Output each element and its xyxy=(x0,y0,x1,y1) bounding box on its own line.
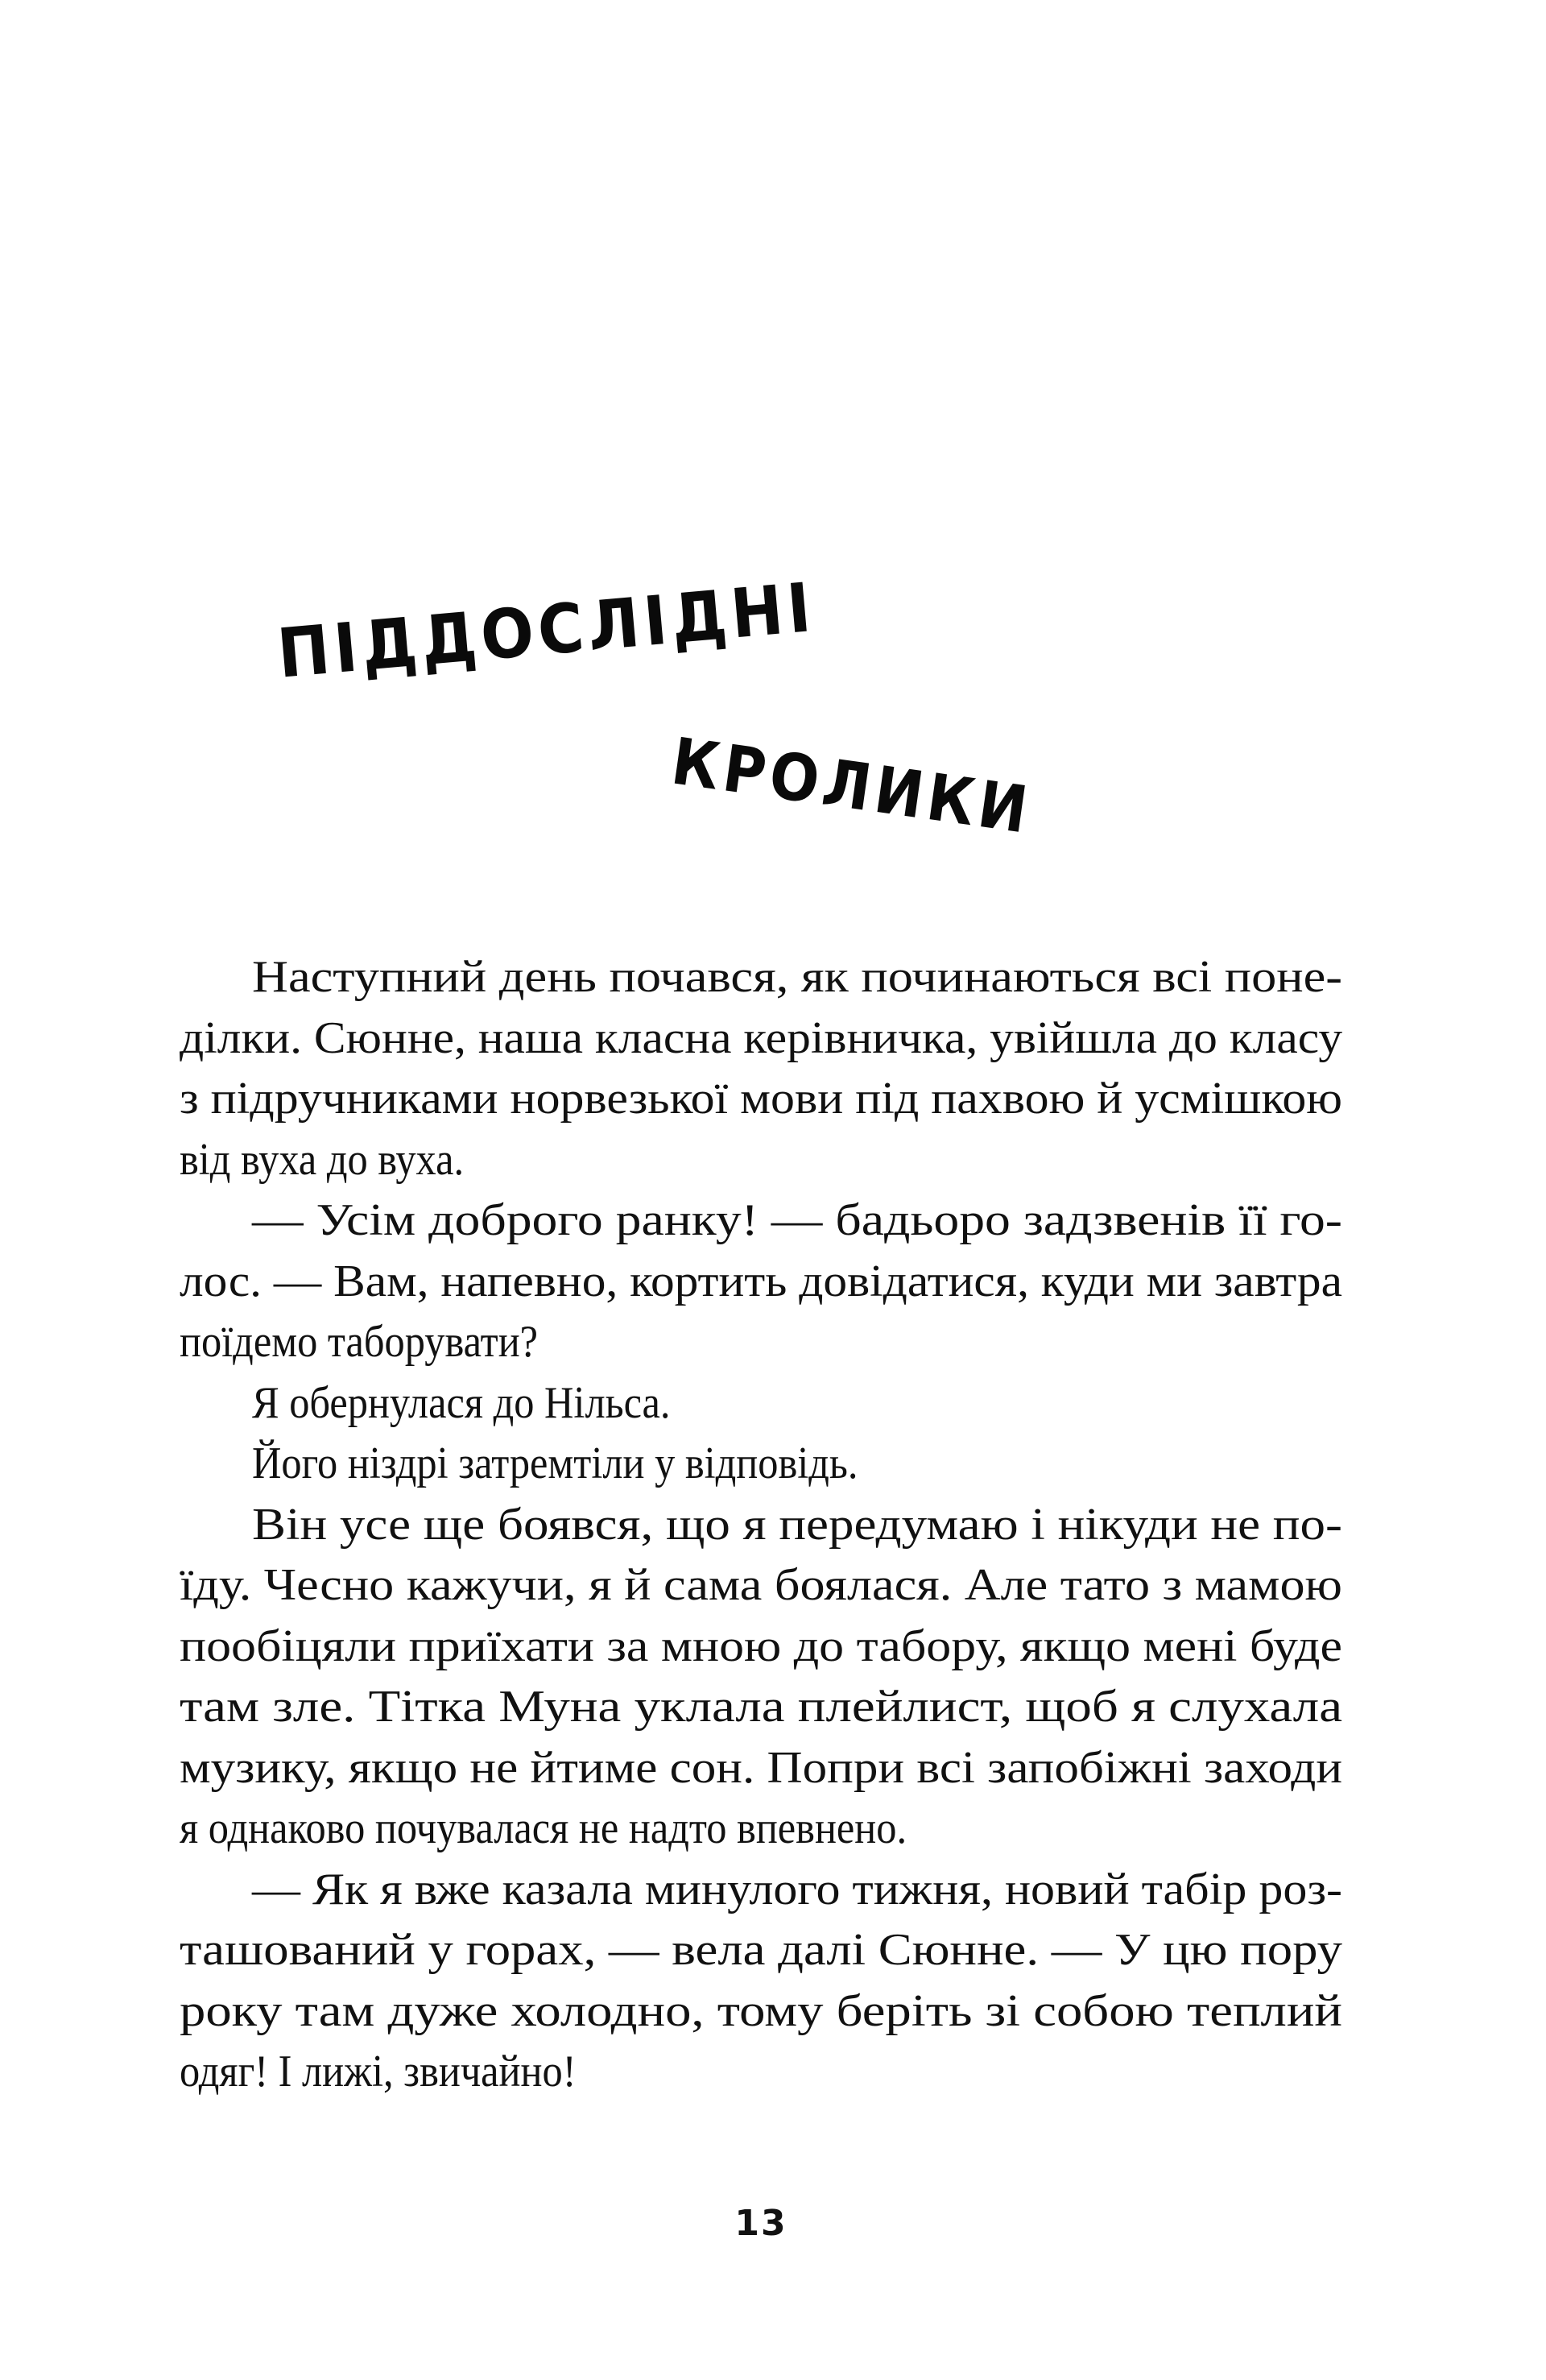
text-line xyxy=(180,1981,1342,2043)
text-line-content: одяг! І лижі, звичайно! xyxy=(180,2047,577,2096)
text-line-content: ділки. Сюнне, наша класна керівничка, увійшла до класу xyxy=(180,1012,1343,1063)
text-line-content: Наступний день почався, як починаються всі поне- xyxy=(252,952,1343,1002)
text-line xyxy=(180,1312,1342,1373)
text-line-content: музику, якщо не йтиме сон. Попри всі запобіжні заходи xyxy=(180,1742,1343,1793)
text-line xyxy=(180,1798,1342,1860)
body-text xyxy=(180,947,1342,2103)
text-line-content: з підручниками норвезької мови під пахвою й усмішкою xyxy=(180,1074,1343,1124)
text-line-content: від вуха до вуха. xyxy=(180,1134,465,1185)
text-line-content: Я обернулася до Нільса. xyxy=(252,1377,671,1428)
text-line xyxy=(180,1495,1342,1556)
text-line xyxy=(180,2042,1342,2103)
text-line-content: я однаково почувалася не надто впевнено. xyxy=(180,1803,907,1853)
chapter-title-line-1: ПІДДОСЛІДНІ xyxy=(274,567,819,693)
text-line xyxy=(180,1860,1342,1921)
page-number: 13 xyxy=(734,2203,787,2244)
text-line-content: — Усім доброго ранку! — бадьоро задзвенів її го- xyxy=(252,1195,1342,1245)
text-line xyxy=(180,1190,1342,1252)
text-line-content: Його ніздрі затремтіли у відповідь. xyxy=(252,1438,858,1488)
text-line xyxy=(180,1677,1342,1738)
text-line-content: ташований у горах, — вела далі Сюнне. — У цю пору xyxy=(180,1925,1342,1975)
text-line xyxy=(180,1738,1342,1799)
text-line xyxy=(180,1008,1342,1070)
text-line xyxy=(180,1555,1342,1616)
text-line xyxy=(180,1373,1342,1434)
text-line xyxy=(180,947,1342,1008)
text-line xyxy=(180,1130,1342,1191)
text-line-content: лос. — Вам, напевно, кортить довідатися, куди ми завтра xyxy=(180,1256,1342,1306)
text-line-content: — Як я вже казала минулого тижня, новий табір роз- xyxy=(252,1864,1343,1914)
text-line-content: поїдемо таборувати? xyxy=(180,1317,539,1367)
text-line-content: Він усе ще боявся, що я передумаю і нікуди не по- xyxy=(252,1499,1342,1550)
text-line-content: їду. Чесно кажучи, я й сама боялася. Але тато з мамою xyxy=(180,1560,1342,1610)
text-line-content: пообіцяли приїхати за мною до табору, якщо мені буде xyxy=(180,1620,1342,1671)
chapter-title-line-2: КРОЛИКИ xyxy=(667,723,1036,849)
text-line-content: там зле. Тітка Муна уклала плейлист, щоб я слухала xyxy=(180,1682,1343,1732)
text-line-content: року там дуже холодно, тому беріть зі собою теплий xyxy=(180,1985,1343,2036)
text-line xyxy=(180,1069,1342,1130)
text-line xyxy=(180,1252,1342,1313)
text-line xyxy=(180,1920,1342,1981)
text-line xyxy=(180,1434,1342,1495)
text-line xyxy=(180,1616,1342,1678)
